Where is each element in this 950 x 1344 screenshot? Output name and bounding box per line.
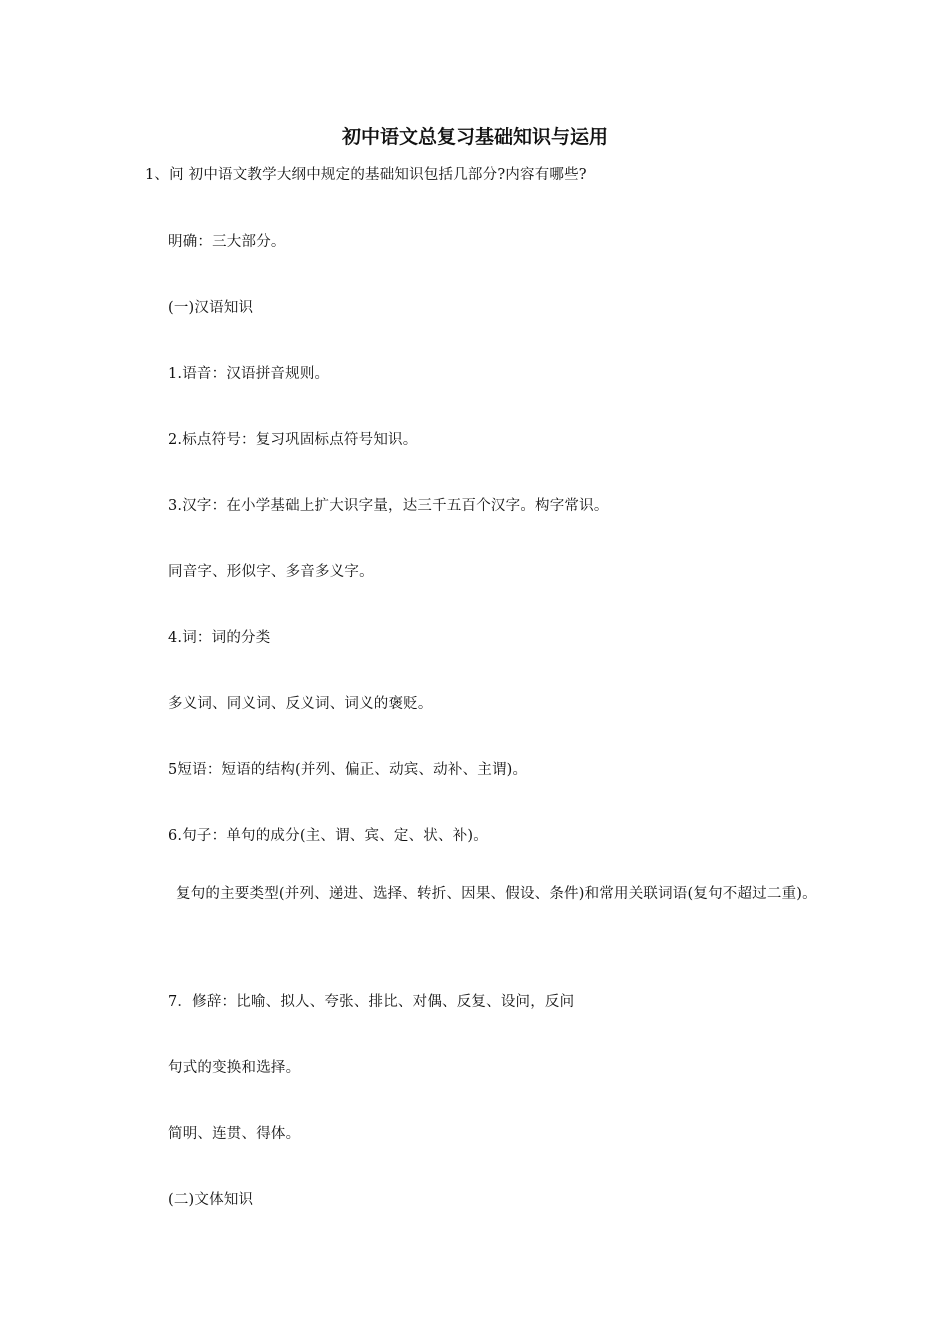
text-line: 简明、连贯、得体。 (168, 1126, 301, 1142)
text-line: 5短语：短语的结构(并列、偏正、动宾、动补、主谓)。 (168, 762, 528, 778)
text-line: 3.汉字：在小学基础上扩大识字量，达三千五百个汉字。构字常识。 (168, 498, 609, 514)
text-line: 句式的变换和选择。 (168, 1060, 301, 1076)
text-line: 1.语音：汉语拼音规则。 (168, 366, 330, 382)
text-line: 4.词：词的分类 (168, 630, 271, 646)
text-line: 6.句子：单句的成分(主、谓、宾、定、状、补)。 (168, 828, 488, 844)
text-line: 明确：三大部分。 (168, 234, 286, 250)
document-title: 初中语文总复习基础知识与运用 (341, 126, 608, 148)
question-line: 1、问 初中语文教学大纲中规定的基础知识包括几部分?内容有哪些? (145, 167, 587, 183)
text-line: 7．修辞：比喻、拟人、夸张、排比、对偶、反复、设问，反问 (168, 994, 575, 1010)
section-heading: (二)文体知识 (168, 1192, 254, 1208)
wrapped-paragraph (145, 872, 820, 916)
text-line: 同音字、形似字、多音多义字。 (168, 564, 374, 580)
text-line: 2.标点符号：复习巩固标点符号知识。 (168, 432, 418, 448)
section-heading: (一)汉语知识 (168, 300, 254, 316)
wrapped-paragraph-text: 复句的主要类型(并列、递进、选择、转折、因果、假设、条件)和常用关联词语(复句不超过二重)。 (176, 886, 817, 902)
text-line: 多义词、同义词、反义词、词义的褒贬。 (168, 696, 433, 712)
